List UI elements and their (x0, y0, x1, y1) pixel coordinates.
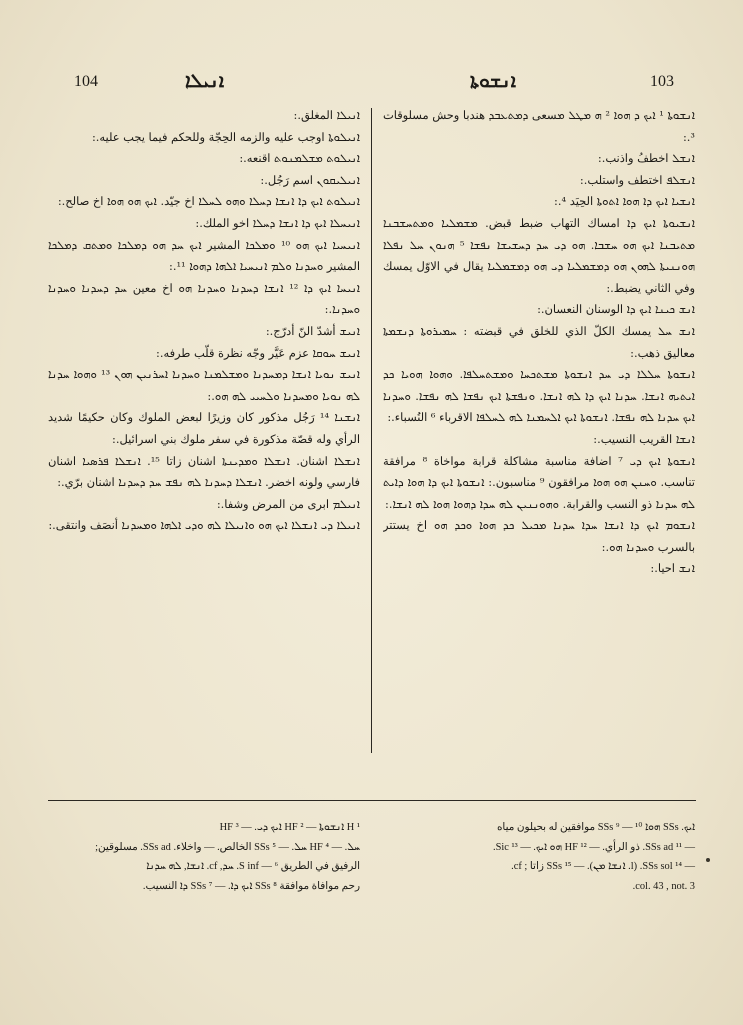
entry: ܐܢܝܫ ܚܘܩܐ عزم عَيَّر وجّه نظرة قلّب طرفه.: (156, 345, 360, 360)
entry: ܐܢܝܠܐ المغلق.: (293, 108, 360, 122)
entry: ܐܢܫ ܚܠ يمسك الكلّ الذي للخلق في قبضته : ܚܡܝܪܘܬܐ ܕܢܫܡܬܐ معاليق ذهب.: (383, 323, 695, 360)
right-column (383, 105, 695, 795)
entry: ܐܢܝܠܝܩܘܢ اسم رَجُل.: (260, 172, 360, 187)
right-page-number: 103 (650, 73, 674, 90)
entry: ܐܢܫܝܘܬܐ ܐܝܟ ܕܐ امساك التهاب ضبط قبض. ܡܫܡܠܝܐ ܘܡܬܚܫܒܢܐ ܡܬܝܒܢܐ ܐܝܟ ܗܘ ܚܫܒܐ. ܗܘ ܕܝ ܚܕ ܕܚܫܝܫܐ ܢܦܫܐ ⁵ ܗܢܘܢ ܚܠ ܢܦܠܐ ܗܘܢܢܝܬܐ ܠܗܘܢ ܗܘ ܕܡܫܡܠܝܐ ܕܝ ܗܘ ܕܡܫܡܠܝܐ يقال في الاوّل يمسك وفي الثاني يضبط.: (383, 215, 695, 295)
footnotes-right (383, 818, 695, 896)
footnote-line: col. 43 , not. 3. (632, 880, 695, 892)
right-running-head: ܐܢܫܘܬܐ (470, 70, 516, 92)
footnote-line: — ¹¹ SSs ad. ذو الرأي. — ¹² HF ܗܘ ܐܝܟ. — ¹³ Sic. (492, 841, 695, 853)
entry: ܐܢܫ احيا.: (650, 561, 695, 576)
entry: ܐܢܫܘܬܐ ¹ ܐܝܟ ܕ ܗܘܐ ² ܗ ܡܛܠ ܡسعى ܕܡܬܥܒܕ هندبا وحش مسلوقات ³.: (383, 108, 695, 144)
entry: ܐܢܝܠܡ ابرى من المرض وشفا.: (216, 496, 360, 511)
entry: ܐܢܫܠ اخطفُ واذنب.: (597, 151, 695, 166)
entry: ܐܢܝܠܘܬ ܡܫܠܡܢܘܬ اقنعه.: (239, 151, 360, 166)
entry: ܐܢܫܐ القريب النسيب.: (593, 431, 695, 446)
footnote-line: ܚܠ. — ⁴ HF ܚܠ. — ⁵ SSs الخالص. — واخلاء. SSs ad. مسلوقين; (95, 841, 360, 853)
left-page-number: 104 (74, 73, 98, 90)
entry: ܐܢܝܚܝܐ ܐܝܟ ܗܘ ¹⁰ ܘܡܠܟܐ المشير ܐܝܟ ܚܕ ܗܘ ܕܡܠܟܐ ܘܡܬܩ ܕܡܠܟܐ المشير ܘܚܕܢܐ ܘܠܡ ܐܢܝܚܝܐ ܐܠܗܐ ܕܗܘܐ ¹¹.: (48, 237, 360, 274)
margin-dot (706, 858, 710, 862)
footnote-line: ܐܝܟ. SSs ܗܘܐ ¹⁰ — SSs ⁹ موافقين له بحيلون مياه (496, 822, 695, 833)
entry: ܐܢܫܠܐ اشنان. ܐܢܫܠܐ ܘܡܕܝܢܬܐ اشنان زاتا ¹⁵. ܐܢܫܠܐ ܦܪܣܝܐ اشنان فارسي ولونه اخضر. ܐܢܫܠܐ ܕܚܕܢܐ ܠܗ ܢܦܫ ܚܕ ܕܚܕܢܐ اشنان برّي.: (48, 453, 360, 490)
footnote-line: ¹ H ܐܢܫܘܬܐ — ² HF ܐܝܟ ܕܝ. — ³ HF (219, 822, 360, 833)
entry: ܐܢܝܫ أشدّ النّ أدرّج.: (265, 323, 360, 338)
footnote-line: رحم موافاة موافقة ⁸ SSs ܐܝܟ ܕܐ. — ⁷ SSs ܕܐ النسيب. (142, 880, 360, 892)
entry: ܐܢܫܘܬܐ ܐܝܟ ܕܝ ⁷ اضافة مناسبة مشاكلة قرابة مواخاة ⁸ مرافقة تناسب. ܘܚܢܢ ܗܘ ܗܘܐ مرافقون ⁹ مناسبون.: ܐܢܫܘܬܐ ܐܝܟ ܕܐ ܗܘܐ ܕܐܝܬ ܠܗ ܚܕܢܐ ذو النسب والقرابة. ܘܗܘܢܢܝܢ ܠܗ ܚܕܐ ܕܗܘܐ ܗܘܐ ܠܗ ܐܢܫܐ.: (383, 453, 695, 511)
entry: ܐܢܫܢܐ ¹⁴ رَجُل مذكور كان وزيرًا لبعض الملوك وكان حكيمًا شديد الرأي وله قصّة مذكورة في سفر ملوك بني اسرائيل.: (48, 410, 360, 446)
entry: ܐܢܝܚܠܐ ܐܝܟ ܕܐ ܐܢܫܐ ܕܚܠܐ اخو الملك.: (195, 215, 360, 230)
left-column (48, 105, 360, 795)
entry: ܐܢܝܚܐ ܐܝܟ ܕܐ ¹² ܐܢܫܐ ܕܚܕܢܐ ܘܚܕܢܐ ܗܘ اخ معين ܚܕ ܕܚܕܢܐ ܘܚܕܢܐ ܘܚܕܢܐ.: (48, 280, 360, 317)
entry: ܐܢܫܠܦ اختطف واستلب.: (579, 172, 695, 187)
footnote-line: الرفيق في الطريق ⁶ — S inf. ܚܕ, cf. ܐܢܫܐ, ܠܗ ܚܕܢܐ (146, 861, 360, 872)
entry: ܐܢܝܠܘܬ ܐܝܟ ܕܐ ܐܢܫܐ ܕܚܠܐ ܘܗܘ ܠܚܠܐ اخ جيّد. ܐܝܟ ܗܘ ܗܘܐ اخ صالح.: (57, 194, 360, 209)
entry: ܐܢܝܠܘܬܐ اوجب عليه والزمه الحِجّة وللحكم فيما يجب عليه.: (91, 129, 360, 144)
entry: ܐܢܫܘܬܐ ܚܠܠܐ ܕܝ ܚܕ ܐܢܫܘܬܐ ܡܫܬܟܚܐ ܘܡܫܬܚܠܦܐ. ܘܗܘܐ ܗܘܝܐ ܟܕ ܐܝܬܝܗ ܐܢܫܐ. ܚܕܢܐ ܐܝܟ ܕܐ ܠܗ ܐܢܫܐ. ܘܢܦܫܬܐ ܐܝܟ ܢܦܫܐ ܠܗ ܢܦܫܐ. ܘܚܕܢܐ ܐܝܟ ܚܕܢܐ ܠܗ ܢܦܫܐ. ܐܢܫܘܬܐ ܐܝܟ ܐܠܚܡܢܐ ܠܗ ܠܚܠܦܐ الاقرباء ⁶ النُسباء.: (383, 367, 695, 425)
entry: ܐܢܫܘܡ ܐܝܟ ܕܐ ܐܢܫܐ ܚܕܐ ܚܕܢܐ ܡܟܝܠ ܟܕ ܗܘܐ ܘܟܕ ܗܘ اخ يستتر بالسرب ܘܚܕܢܐ ܗܘ.: (383, 518, 695, 554)
column-divider (371, 108, 372, 753)
entry: ܐܢܝܫ ܢܘܝܐ ܐܢܫܐ ܕܡܚܕܢܐ ܘܡܫܠܡܢܐ ܘܚܕܢܐ ܐܚܪܢܝܢ ܗܘܢ ¹³ ܘܗܘܐ ܚܕܢܐ ܠܗ ܢܘܝܐ ܘܡܚܕܢܐ ܘܠܚܝܝ ܠܗ ܗܘ.: (48, 367, 360, 403)
left-running-head: ܐܢܝܠܐ (185, 70, 225, 92)
footnotes-left (48, 818, 360, 896)
entry: ܐܢܫܝܐ ܐܝܟ ܕܐ ܗܘܐ ܐܬܘܬܐ الحِيَد ⁴.: (554, 194, 695, 209)
footnote-divider (48, 800, 696, 801)
footnote-line: — ¹⁴ SSs sol. (l. ܐܢܫܐ ܡܢ). — ¹⁵ SSs زاتا ; cf. (511, 861, 695, 872)
entry: ܐܢܝܠܐ ܕܝ ܐܢܫܠܐ ܐܝܟ ܗܘ ܘܐܢܝܠܐ ܠܗ ܘܕܝ ܐܠܗܐ ܘܡܚܕܢܐ أنصَف وانتقى.: (48, 518, 360, 533)
entry: ܐܢܫ ܟܝܢܐ ܐܝܟ ܕܐ الوسنان النعسان.: (537, 302, 695, 317)
